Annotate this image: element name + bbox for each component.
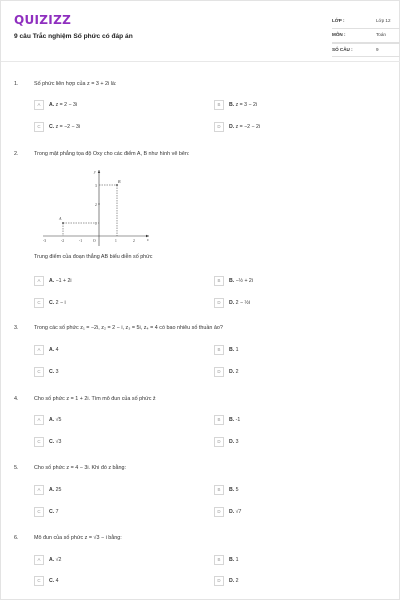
option-prefix: B. xyxy=(229,102,235,108)
option-letter-box: A xyxy=(34,415,44,425)
option-b[interactable] xyxy=(214,555,334,567)
option-text: −½ + 2i xyxy=(235,278,253,284)
option-text: √5 xyxy=(55,417,62,423)
option-c[interactable] xyxy=(34,437,154,449)
option-prefix: B. xyxy=(229,417,235,423)
option-prefix: C. xyxy=(49,300,55,306)
meta-table xyxy=(332,15,400,57)
meta-value: 9 xyxy=(376,47,379,52)
origin-label: O xyxy=(93,239,96,243)
option-letter-box: C xyxy=(34,298,44,308)
question-number: 1. xyxy=(14,81,19,87)
option-letter-box: B xyxy=(214,100,224,110)
option-c[interactable] xyxy=(34,367,154,379)
option-prefix: D. xyxy=(229,300,235,306)
y-tick-label: 3 xyxy=(95,184,97,188)
question-text: Mô đun của số phức z = √3 − i bằng: xyxy=(34,535,122,541)
question-number: 5. xyxy=(14,465,19,471)
option-prefix: B. xyxy=(229,557,235,563)
option-c[interactable] xyxy=(34,298,154,310)
option-prefix: B. xyxy=(229,487,235,493)
option-letter-box: A xyxy=(34,100,44,110)
option-letter-box: D xyxy=(214,367,224,377)
x-tick-label: 2 xyxy=(133,239,135,243)
option-text: 2 xyxy=(235,369,239,375)
option-a[interactable] xyxy=(34,485,154,497)
question-subtext: Trung điểm của đoạn thẳng AB biểu diễn số phức xyxy=(34,254,153,260)
page-title: 9 câu Trắc nghiệm Số phức có đáp án xyxy=(14,33,133,40)
meta-value: Toán xyxy=(376,32,386,37)
header-divider xyxy=(1,61,400,62)
option-b[interactable] xyxy=(214,100,334,112)
option-text: √2 xyxy=(55,557,62,563)
option-prefix: C. xyxy=(49,369,55,375)
option-letter-box: C xyxy=(34,122,44,132)
option-text: 2 xyxy=(235,578,239,584)
point-a xyxy=(62,222,64,224)
option-a[interactable] xyxy=(34,555,154,567)
option-prefix: A. xyxy=(49,278,55,284)
option-text: 1 xyxy=(235,557,239,563)
point-a-label: A xyxy=(59,216,62,221)
x-tick-label: -1 xyxy=(79,239,82,243)
y-tick-label: 2 xyxy=(95,203,97,207)
option-text: 2 − ½i xyxy=(235,300,250,306)
option-letter-box: D xyxy=(214,437,224,447)
option-b[interactable] xyxy=(214,276,334,288)
question-number: 6. xyxy=(14,535,19,541)
question-number: 3. xyxy=(14,325,19,331)
option-text: 4 xyxy=(55,347,59,353)
x-tick-label: -3 xyxy=(43,239,46,243)
option-letter-box: D xyxy=(214,298,224,308)
option-a[interactable] xyxy=(34,415,154,427)
question-text: Trong các số phức z₁ = −2i, z₂ = 2 − i, z₃ = 5i, z₄ = 4 có bao nhiêu số thuần ảo? xyxy=(34,325,223,331)
option-prefix: C. xyxy=(49,578,55,584)
option-text: 2 − i xyxy=(55,300,66,306)
question-text: Số phức liên hợp của z = 3 + 2i là: xyxy=(34,81,117,87)
option-d[interactable] xyxy=(214,507,334,519)
option-letter-box: A xyxy=(34,555,44,565)
meta-value: Lớp 12 xyxy=(376,18,391,23)
option-letter-box: B xyxy=(214,555,224,565)
option-text: 25 xyxy=(55,487,62,493)
option-text: z = 2 − 3i xyxy=(55,102,77,108)
option-text: √7 xyxy=(235,509,242,515)
option-d[interactable] xyxy=(214,437,334,449)
option-prefix: A. xyxy=(49,487,55,493)
option-a[interactable] xyxy=(34,276,154,288)
option-prefix: A. xyxy=(49,417,55,423)
option-prefix: D. xyxy=(229,124,235,130)
option-a[interactable] xyxy=(34,100,154,112)
option-c[interactable] xyxy=(34,507,154,519)
option-prefix: D. xyxy=(229,439,235,445)
option-text: 5 xyxy=(235,487,239,493)
option-b[interactable] xyxy=(214,415,334,427)
option-prefix: D. xyxy=(229,369,235,375)
question-number: 4. xyxy=(14,396,19,402)
option-d[interactable] xyxy=(214,367,334,379)
option-text: √3 xyxy=(55,439,62,445)
x-tick-label: -2 xyxy=(61,239,64,243)
option-prefix: C. xyxy=(49,124,55,130)
option-b[interactable] xyxy=(214,345,334,357)
option-prefix: A. xyxy=(49,102,55,108)
option-prefix: B. xyxy=(229,347,235,353)
option-letter-box: C xyxy=(34,437,44,447)
option-c[interactable] xyxy=(34,122,154,134)
option-a[interactable] xyxy=(34,345,154,357)
option-letter-box: A xyxy=(34,485,44,495)
option-prefix: B. xyxy=(229,278,235,284)
option-letter-box: C xyxy=(34,507,44,517)
option-letter-box: A xyxy=(34,345,44,355)
x-axis-label: x xyxy=(147,238,149,242)
option-letter-box: D xyxy=(214,576,224,586)
option-letter-box: C xyxy=(34,576,44,586)
x-arrow xyxy=(146,235,149,237)
option-c[interactable] xyxy=(34,576,154,588)
option-prefix: C. xyxy=(49,509,55,515)
meta-key: LỚP : xyxy=(332,18,345,23)
option-prefix: C. xyxy=(49,439,55,445)
option-text: -1 xyxy=(235,417,241,423)
option-letter-box: B xyxy=(214,415,224,425)
option-letter-box: A xyxy=(34,276,44,286)
option-letter-box: D xyxy=(214,507,224,517)
option-text: z = 3 − 2i xyxy=(235,102,257,108)
option-prefix: D. xyxy=(229,578,235,584)
meta-row-subject xyxy=(332,29,400,43)
quizizz-logo: QUIZIZZ xyxy=(14,13,72,27)
question-text: Cho số phức z = 4 − 3i. Khi đó z bằng: xyxy=(34,465,127,471)
option-text: 3 xyxy=(235,439,239,445)
meta-key: SỐ CÂU : xyxy=(332,47,353,52)
option-letter-box: D xyxy=(214,122,224,132)
point-b xyxy=(116,184,118,186)
option-d[interactable] xyxy=(214,298,334,310)
question-text: Cho số phức z = 1 + 2i. Tìm mô đun của số phức z̄ xyxy=(34,396,156,402)
option-prefix: A. xyxy=(49,347,55,353)
meta-key: MÔN : xyxy=(332,32,346,37)
question-text: Trong mặt phẳng tọa độ Oxy cho các điểm A, B như hình vẽ bên: xyxy=(34,151,190,157)
option-d[interactable] xyxy=(214,576,334,588)
option-prefix: A. xyxy=(49,557,55,563)
option-text: z = −2 − 3i xyxy=(55,124,81,130)
option-prefix: D. xyxy=(229,509,235,515)
option-letter-box: B xyxy=(214,485,224,495)
option-letter-box: B xyxy=(214,345,224,355)
y-axis-label: y xyxy=(94,170,96,174)
option-d[interactable] xyxy=(214,122,334,134)
option-text: 7 xyxy=(55,509,59,515)
point-b-label: B xyxy=(118,179,121,184)
coordinate-graph xyxy=(41,166,153,248)
option-text: z = −2 − 2i xyxy=(235,124,261,130)
question-number: 2. xyxy=(14,151,19,157)
option-text: 3 xyxy=(55,369,59,375)
y-tick-label: 1 xyxy=(95,222,97,226)
option-letter-box: B xyxy=(214,276,224,286)
meta-row-count xyxy=(332,43,400,57)
meta-row-grade xyxy=(332,15,400,29)
x-tick-label: 1 xyxy=(115,239,117,243)
option-b[interactable] xyxy=(214,485,334,497)
y-arrow xyxy=(98,170,100,173)
option-text: 1 xyxy=(235,347,239,353)
option-text: 4 xyxy=(55,578,59,584)
option-text: −1 + 2i xyxy=(55,278,72,284)
option-letter-box: C xyxy=(34,367,44,377)
